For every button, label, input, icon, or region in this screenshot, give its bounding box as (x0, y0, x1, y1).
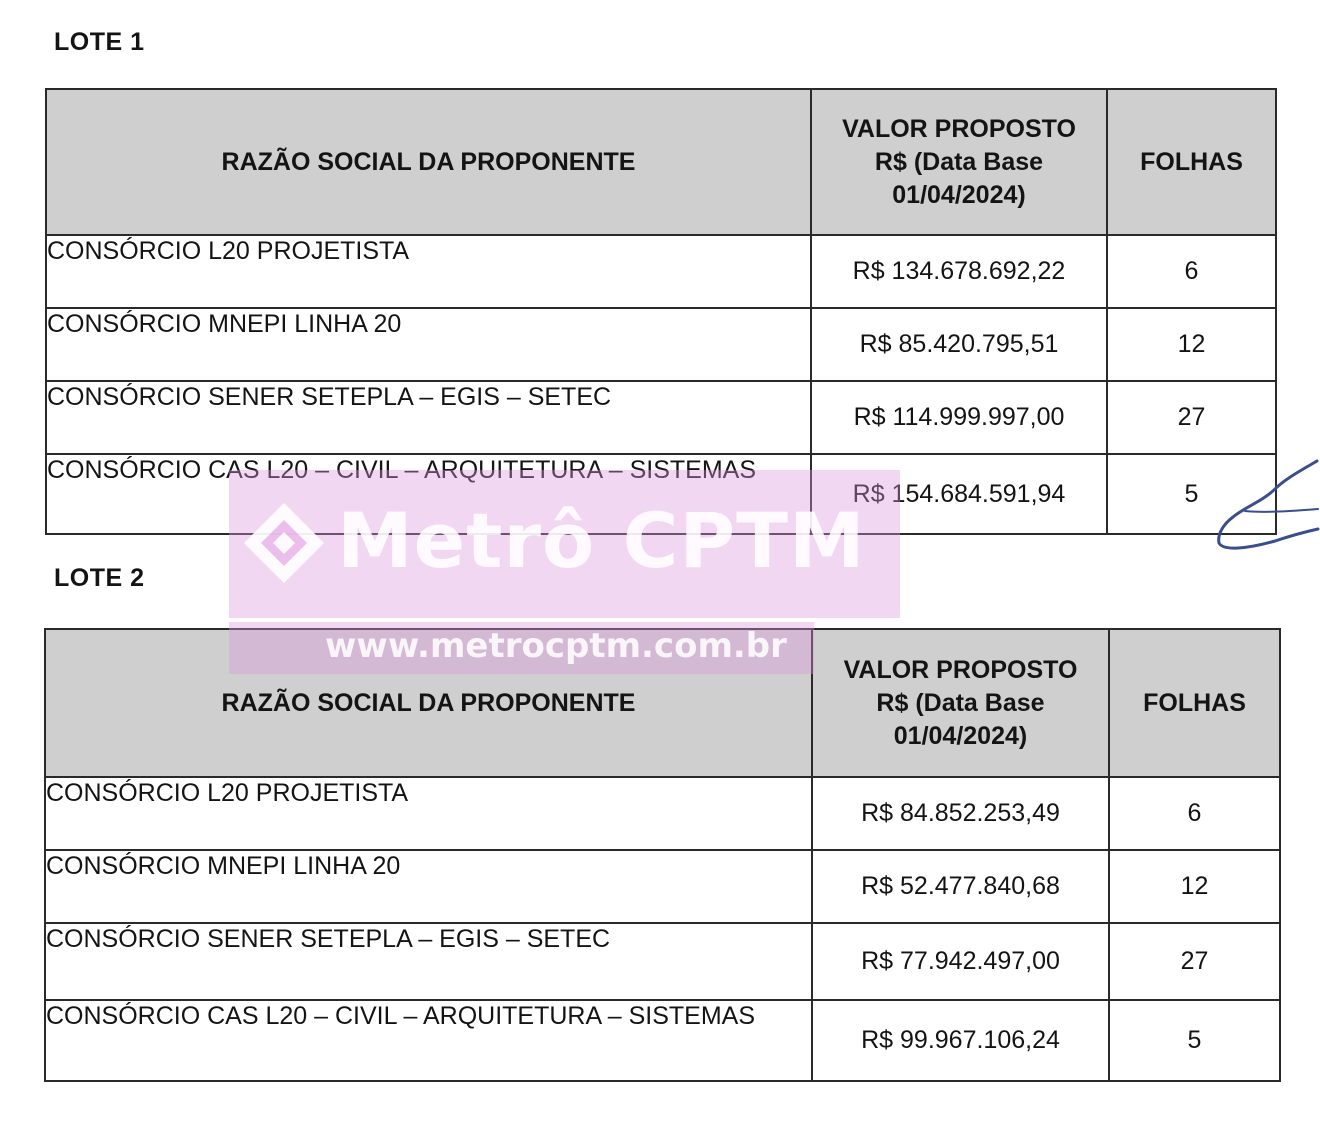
table-row (45, 850, 1280, 923)
lote2-table (44, 628, 1281, 1082)
lote1-table (45, 88, 1277, 535)
header-value-line3: 01/04/2024) (893, 721, 1028, 750)
header-value (812, 629, 1109, 777)
table-row (46, 381, 1276, 454)
header-name: RAZÃO SOCIAL DA PROPONENTE (45, 629, 812, 777)
table-row (46, 454, 1276, 534)
proponent-name: CONSÓRCIO SENER SETEPLA – EGIS – SETEC (45, 923, 812, 1000)
pages-count: 5 (1107, 454, 1276, 534)
watermark-brand: Metrô CPTM (337, 496, 866, 585)
lote1-title: LOTE 1 (54, 28, 145, 56)
table-row (46, 235, 1276, 308)
signature-icon (1205, 455, 1320, 560)
header-value-line2: R$ (Data Base (876, 688, 1045, 717)
header-value-line2: R$ (Data Base (874, 147, 1044, 176)
pages-count: 27 (1109, 923, 1280, 1000)
pages-count: 27 (1107, 381, 1276, 454)
header-value-line3: 01/04/2024) (892, 180, 1026, 209)
pages-count: 6 (1107, 235, 1276, 308)
proposed-value: R$ 85.420.795,51 (811, 308, 1107, 381)
proponent-name: CONSÓRCIO CAS L20 – CIVIL – ARQUITETURA – SISTEMAS (45, 1000, 812, 1081)
proponent-name: CONSÓRCIO MNEPI LINHA 20 (45, 850, 812, 923)
proponent-name: CONSÓRCIO CAS L20 – CIVIL – ARQUITETURA – SISTEMAS (46, 454, 811, 534)
proposed-value: R$ 52.477.840,68 (812, 850, 1109, 923)
pages-count: 6 (1109, 777, 1280, 850)
proponent-name: CONSÓRCIO MNEPI LINHA 20 (46, 308, 811, 381)
table-row (45, 923, 1280, 1000)
proponent-name: CONSÓRCIO L20 PROJETISTA (46, 235, 811, 308)
header-value-line1: VALOR PROPOSTO (843, 655, 1078, 684)
header-pages: FOLHAS (1109, 629, 1280, 777)
proposed-value: R$ 134.678.692,22 (811, 235, 1107, 308)
pages-count: 12 (1107, 308, 1276, 381)
header-value-line1: VALOR PROPOSTO (842, 114, 1076, 143)
header-name: RAZÃO SOCIAL DA PROPONENTE (46, 89, 811, 235)
proposed-value: R$ 99.967.106,24 (812, 1000, 1109, 1081)
table-row (46, 308, 1276, 381)
table-row (45, 1000, 1280, 1081)
proponent-name: CONSÓRCIO SENER SETEPLA – EGIS – SETEC (46, 381, 811, 454)
proposed-value: R$ 114.999.997,00 (811, 381, 1107, 454)
header-value (811, 89, 1107, 235)
proponent-name: CONSÓRCIO L20 PROJETISTA (45, 777, 812, 850)
lote2-header-row (45, 629, 1280, 777)
pages-count: 12 (1109, 850, 1280, 923)
table-row (45, 777, 1280, 850)
proposed-value: R$ 84.852.253,49 (812, 777, 1109, 850)
header-pages: FOLHAS (1107, 89, 1276, 235)
watermark-url: www.metrocptm.com.br (325, 626, 787, 666)
proposed-value: R$ 154.684.591,94 (811, 454, 1107, 534)
lote2-title: LOTE 2 (54, 564, 145, 592)
pages-count: 5 (1109, 1000, 1280, 1081)
proposed-value: R$ 77.942.497,00 (812, 923, 1109, 1000)
lote1-header-row (46, 89, 1276, 235)
